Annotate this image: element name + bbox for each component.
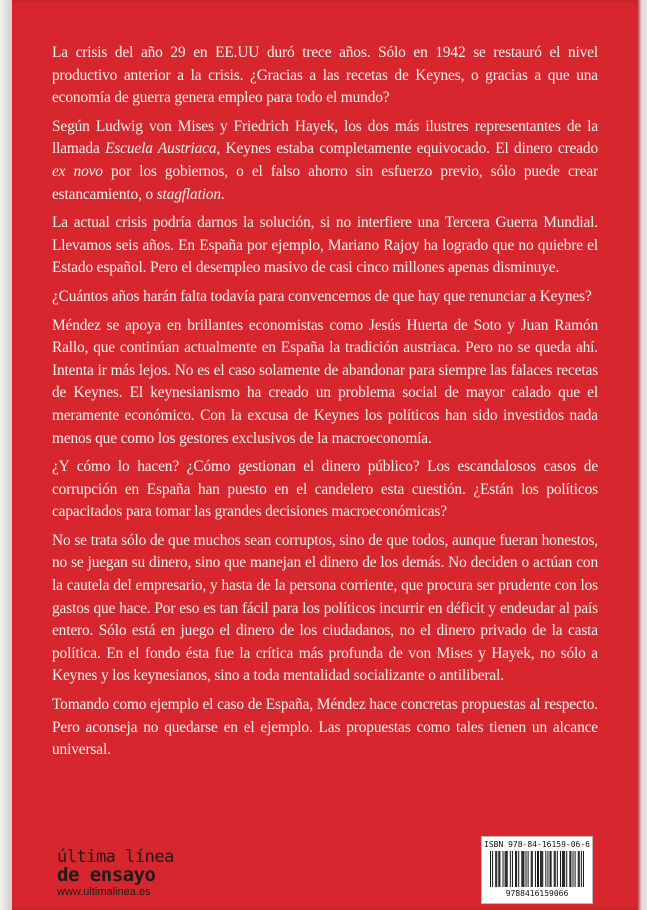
paragraph-8: Tomando como ejemplo el caso de España, Méndez hace concretas propuestas al respecto. Pero aconseja no quedarse en el ejemplo. Las propuestas como tales tienen un alcance universal. [52, 696, 598, 759]
paragraph-7: No se trata sólo de que muchos sean corruptos, sino de que todos, aunque fueran honestos, no se juegan su dinero, sino que manejan el dinero de los demás. No deciden o actúan con la cautela del empresario, y hasta de la persona corriente, que procura ser prudente con los gastos que hace. Por eso es tan fácil para los políticos incurrir en déficit y endeudar al país entero. Sólo está en juego el dinero de los ciudadanos, no el dinero privado de la casta política. En el fondo ésta fue la crítica más profunda de von Mises y Hayek, no sólo a Keynes y los keynesianos, sino a toda mentalidad socializante o antiliberal. [52, 531, 598, 685]
paragraph-2: Según Ludwig von Mises y Friedrich Hayek, los dos más ilustres representantes de la llamada Escuela Austriaca, Keynes estaba completamente equivocado. El dinero creado ex novo por los gobiernos, o el falso ahorro sin esfuerzo previo, sólo puede crear estancamiento, o stagflation. [52, 117, 598, 203]
blurb-text [52, 42, 598, 768]
paragraph-4: ¿Cuántos años harán falta todavía para convencernos de que hay que renunciar a Keynes? [52, 287, 592, 305]
italic-term: Escuela Austriaca [105, 140, 217, 158]
italic-term: stagflation [156, 185, 221, 203]
isbn-label: ISBN 978-84-16159-06-6 [484, 840, 590, 849]
publisher-name-line1: última línea [57, 847, 174, 867]
paragraph-3: La actual crisis podría darnos la solución, si no interfiere una Tercera Guerra Mundial. Llevamos seis años. En España por ejemplo, Mariano Rajoy ha logrado que no quiebre el Estado español. Pero el desempleo masivo de casi cinco millones apenas disminuye. [52, 214, 598, 277]
isbn-barcode [481, 836, 593, 904]
barcode-bars [490, 851, 584, 887]
publisher-url: www.ultimalinea.es [57, 886, 151, 898]
publisher-name-line2: de ensayo [57, 864, 156, 886]
barcode-number: 9788416159066 [505, 889, 569, 898]
cover-spine-edge [637, 0, 642, 910]
italic-term: ex novo [52, 162, 103, 180]
page-edge-left [0, 0, 12, 910]
paragraph-1: La crisis del año 29 en EE.UU duró trece años. Sólo en 1942 se restauró el nivel productivo anterior a la crisis. ¿Gracias a las recetas de Keynes, o gracias a que una economía de guerra genera empleo para todo el mundo? [52, 44, 598, 107]
paragraph-5: Méndez se apoya en brillantes economistas como Jesús Huerta de Soto y Juan Ramón Rallo, que continúan actualmente en España la tradición austriaca. Pero no se queda ahí. Intenta ir más lejos. No es el caso solamente de abandonar para siempre las falaces recetas de Keynes. El keynesianismo ha creado un problema social de mayor calado que el meramente económico. Con la excusa de Keynes los políticos han sido investidos nada menos que como los gestores exclusivos de la macroeconomía. [52, 316, 598, 447]
publisher-logo [57, 848, 174, 899]
paragraph-6: ¿Y cómo lo hacen? ¿Cómo gestionan el dinero público? Los escandalosos casos de corrupción en España han puesto en el candelero esta cuestión. ¿Están los políticos capacitados para tomar las grandes decisiones macroeconómicas? [52, 458, 598, 521]
